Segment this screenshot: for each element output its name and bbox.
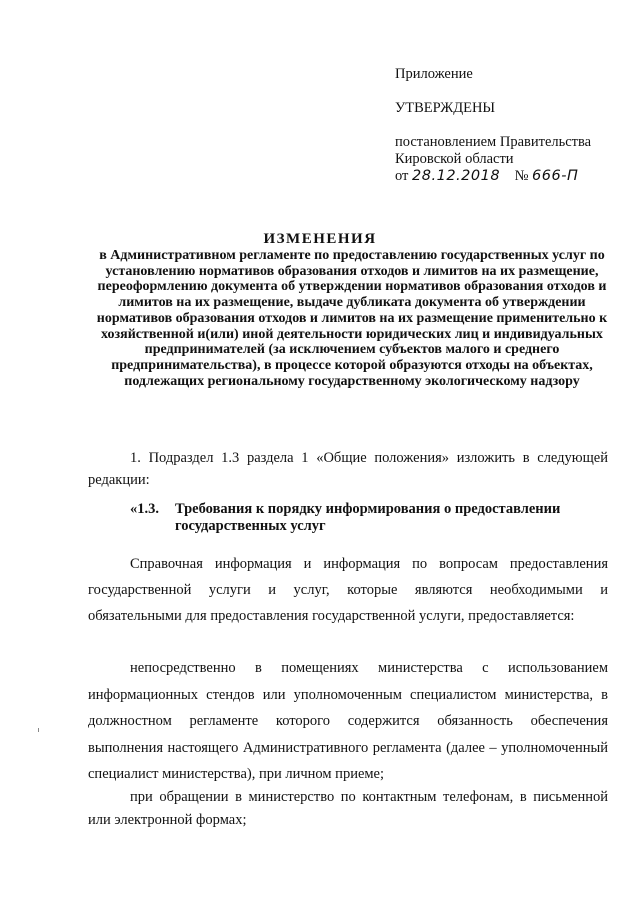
paragraph-direct: непосредственно в помещениях министерства с использованием информационных стендов или уполномоченным специалистом министерства, в должностном регламенте которого содержится обязанность обеспечения выполнения настоящего Административного регламента (далее – уполномоченный специалист министерства), при личном приеме; <box>88 660 608 782</box>
section-title-line2: государственных услуг <box>175 518 326 534</box>
section-heading <box>130 501 610 535</box>
approved-by-line2: Кировской области <box>395 151 514 167</box>
approved-by-line1: постановлением Правительства <box>395 134 592 150</box>
amendment-item-1: 1. Подраздел 1.3 раздела 1 «Общие положения» изложить в следующей редакции: <box>88 450 608 488</box>
section-title-line1: Требования к порядку информирования о предоставлении <box>175 501 561 517</box>
handwritten-number: 666-П <box>532 168 579 184</box>
handwritten-date: 28.12.2018 <box>412 168 501 184</box>
number-prefix: № <box>514 168 529 184</box>
margin-mark <box>38 728 39 732</box>
approved-label: УТВЕРЖДЕНЫ <box>395 100 496 116</box>
approval-block <box>395 66 625 185</box>
paragraph-phone: при обращении в министерство по контактным телефонам, в письменной или электронной формах; <box>88 789 608 828</box>
paragraph-info: Справочная информация и информация по вопросам предоставления государственной услуги и услуг, которые являются необходимыми и обязательными для предоставления государственной услуги, предоставляется: <box>88 556 608 624</box>
date-number-line <box>395 168 625 185</box>
appendix-label: Приложение <box>395 66 473 82</box>
section-number: «1.3. <box>130 501 159 517</box>
document-title: ИЗМЕНЕНИЯ <box>263 231 377 247</box>
date-prefix: от <box>395 168 409 184</box>
document-subtitle: в Административном регламенте по предоставлению государственных услуг по установлению нормативов образования отходов и лимитов на их размещение, переоформлению документа об утверждении нормативов образования отходов и лимитов на их размещение, выдаче дубликата документа об утверждении нормативов образования отходов и лимитов на их размещение применительно к хозяйственной и(или) иной деятельности юридических лиц и индивидуальных предпринимателей (за исключением субъектов малого и среднего предпринимательства), в процессе которой образуются отходы на объектах, подлежащих региональному государственному экологическому надзору <box>96 248 608 389</box>
